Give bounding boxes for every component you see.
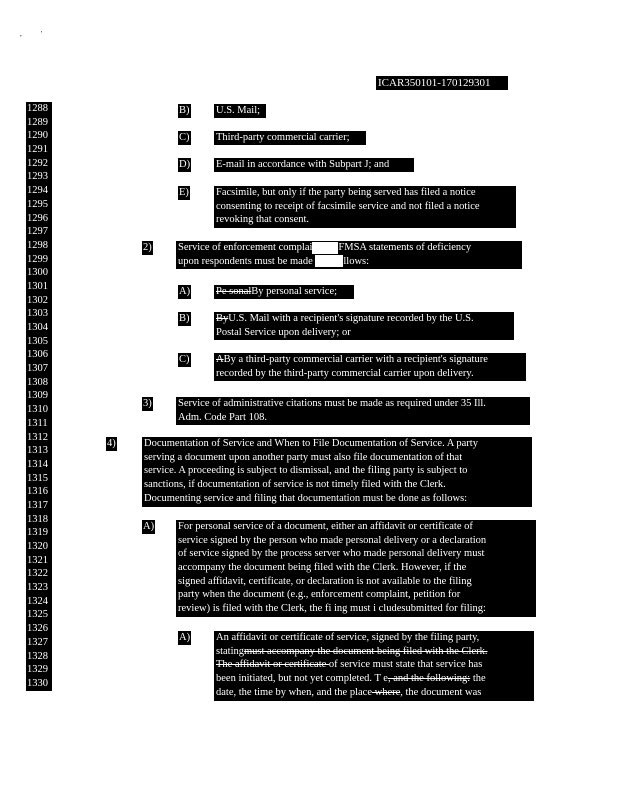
section-2-text <box>176 241 522 269</box>
item-b-label: B) <box>179 105 190 116</box>
line-number: 1329 <box>26 663 52 677</box>
text-fragment: been initiated, but not yet completed. <box>216 673 375 685</box>
line-number: 1313 <box>26 444 52 458</box>
text-fragment: stating <box>216 645 244 657</box>
text-line: review) is filed with the Clerk, the fi ing must i cludesubmitted for filing: <box>178 603 486 615</box>
text-fragment: By personal service; <box>251 286 338 297</box>
line-number: 1327 <box>26 636 52 650</box>
redaction-gap <box>315 255 343 267</box>
line-number-column <box>26 102 52 691</box>
item-b-text: U.S. Mail; <box>214 104 266 118</box>
line-number: 1300 <box>26 266 52 280</box>
item-2a-label: A) <box>179 286 191 297</box>
line-number: 1323 <box>26 581 52 595</box>
line-number: 1294 <box>26 184 52 198</box>
line-number: 1288 <box>26 102 52 116</box>
section-4-text <box>142 437 532 507</box>
item-c-text: Third-party commercial carrier; <box>214 131 366 145</box>
struck-text: where <box>371 686 401 698</box>
item-2c-text <box>214 353 526 381</box>
line-number: 1321 <box>26 554 52 568</box>
item-2b-label: B) <box>179 313 190 324</box>
line-number: 1303 <box>26 307 52 321</box>
text-fragment: FMSA statements of deficiency <box>338 242 472 253</box>
item-2a-text <box>214 285 354 299</box>
line-number: 1310 <box>26 403 52 417</box>
text-line: Adm. Code Part 108. <box>178 411 267 423</box>
text-fragment: date, the time by when, and the place <box>216 686 372 698</box>
line-number: 1319 <box>26 526 52 540</box>
text-fragment: Service of enforcement complai <box>178 242 313 253</box>
line-number: 1293 <box>26 170 52 184</box>
text-line: accompany the document being filed with the Clerk. However, if the <box>178 562 467 574</box>
item-d-text: E-mail in accordance with Subpart J; and <box>214 158 414 172</box>
line-number: 1291 <box>26 143 52 157</box>
section-4-label: 4) <box>107 438 116 449</box>
line-number: 1315 <box>26 472 52 486</box>
section-4a-text <box>176 520 536 617</box>
text-line: consenting to receipt of facsimile service and not filed a notice <box>216 200 480 212</box>
struck-text: By <box>216 313 229 324</box>
text-line: party when the document (e.g., enforcement complaint, petition for <box>178 589 461 601</box>
item-d-label: D) <box>179 159 191 170</box>
line-number: 1311 <box>26 417 52 431</box>
text-line: service signed by the person who made personal delivery or a declaration <box>178 534 487 546</box>
line-number: 1328 <box>26 650 52 664</box>
line-number: 1318 <box>26 513 52 527</box>
line-number: 1302 <box>26 294 52 308</box>
line-number: 1305 <box>26 335 52 349</box>
line-number: 1322 <box>26 567 52 581</box>
line-number: 1295 <box>26 198 52 212</box>
text-line: Postal Service upon delivery; or <box>216 326 351 338</box>
text-line: serving a document upon another party must also file documentation of that <box>144 451 463 463</box>
text-line: signed affidavit, certificate, or declaration is not available to the filing <box>178 575 472 587</box>
line-number: 1314 <box>26 458 52 472</box>
text-fragment: upon respondents must be made <box>178 255 316 267</box>
text-line: sanctions, if documentation of service is not timely filed with the Clerk. <box>144 479 446 491</box>
line-number: 1297 <box>26 225 52 239</box>
text-line: revoking that consent. <box>216 214 310 226</box>
text-line: Documentation of Service and When to File Documentation of Service. A party <box>144 438 478 449</box>
line-number: 1296 <box>26 212 52 226</box>
document-id: ICAR350101-170129301 <box>376 76 508 90</box>
text-fragment: llows: <box>343 255 370 267</box>
section-4a-label: A) <box>143 521 155 532</box>
scan-specks: , ' <box>20 30 43 38</box>
section-3-label: 3) <box>143 398 152 409</box>
section-3-text <box>176 397 530 425</box>
line-number: 1298 <box>26 239 52 253</box>
line-number: 1292 <box>26 157 52 171</box>
text-line: An affidavit or certificate of service, signed by the filing party, <box>216 632 480 643</box>
line-number: 1330 <box>26 677 52 691</box>
item-e-label: E) <box>179 187 189 198</box>
line-number: 1304 <box>26 321 52 335</box>
text-fragment: , the document was <box>400 686 482 698</box>
line-number: 1301 <box>26 280 52 294</box>
section-4a-i-text <box>214 631 534 701</box>
line-number: 1308 <box>26 376 52 390</box>
text-fragment: T e <box>374 673 388 685</box>
line-number: 1312 <box>26 431 52 445</box>
text-line: Documenting service and filing that documentation must be done as follows: <box>144 492 468 504</box>
struck-text: Pe sonal <box>216 286 252 297</box>
item-c-label: C) <box>179 132 190 143</box>
line-number: 1307 <box>26 362 52 376</box>
item-e-text <box>214 186 516 228</box>
line-number: 1317 <box>26 499 52 513</box>
text-fragment: U.S. Mail with a recipient's signature recorded by the U.S. <box>228 313 474 324</box>
struck-text: , and the following: <box>387 673 471 685</box>
line-number: 1290 <box>26 129 52 143</box>
struck-text: A <box>216 354 224 365</box>
text-fragment: By a third-party commercial carrier with a recipient's signature <box>223 354 488 365</box>
line-number: 1299 <box>26 253 52 267</box>
line-number: 1320 <box>26 540 52 554</box>
line-number: 1324 <box>26 595 52 609</box>
struck-text: The affidavit or certificate <box>216 659 329 671</box>
line-number: 1309 <box>26 389 52 403</box>
text-line: service. A proceeding is subject to dismissal, and the filing party is subject to <box>144 465 468 477</box>
text-line: Service of administrative citations must be made as required under 35 Ill. <box>178 398 486 409</box>
text-line: Facsimile, but only if the party being served has filed a notice <box>216 187 476 198</box>
section-4a-i-label: A) <box>179 632 191 643</box>
text-line: of service signed by the process server who made personal delivery must <box>178 548 485 560</box>
line-number: 1306 <box>26 348 52 362</box>
text-fragment: of service must state that service has <box>328 659 483 671</box>
item-2c-label: C) <box>179 354 190 365</box>
text-fragment: the <box>470 673 486 685</box>
redaction-gap <box>312 242 338 254</box>
item-2b-text <box>214 312 514 340</box>
line-number: 1289 <box>26 116 52 130</box>
line-number: 1326 <box>26 622 52 636</box>
struck-text: must accompany the document being filed with the Clerk. <box>244 645 488 657</box>
text-line: For personal service of a document, either an affidavit or certificate of <box>178 521 473 532</box>
line-number: 1325 <box>26 608 52 622</box>
text-line: recorded by the third-party commercial carrier upon delivery. <box>216 367 474 379</box>
line-number: 1316 <box>26 485 52 499</box>
section-2-label: 2) <box>143 242 152 253</box>
